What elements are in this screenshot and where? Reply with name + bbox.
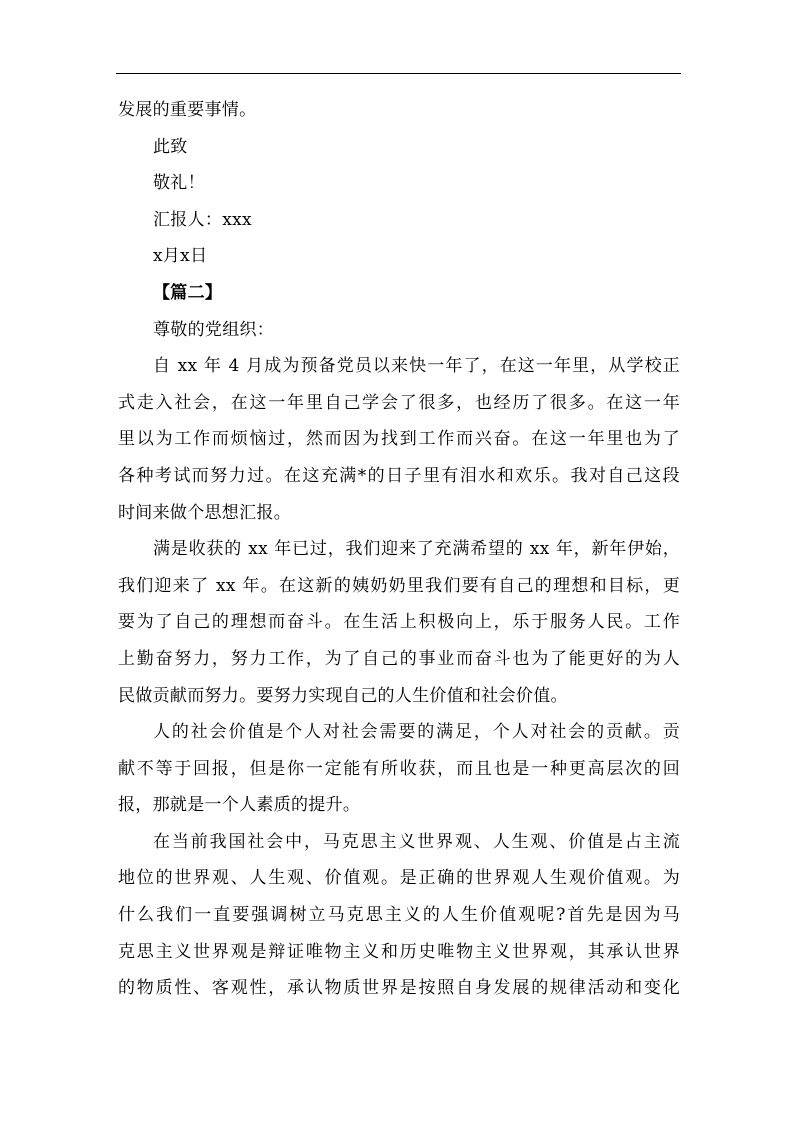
text-line: 汇报人：xxx [153, 209, 252, 230]
text-line: 里以为工作而烦恼过，然而因为找到工作而兴奋。在这一年里也为了 [118, 429, 680, 450]
text-line: 时间来做个思想汇报。 [118, 502, 291, 523]
text-line: x月x日 [153, 246, 208, 267]
text-line: 地位的世界观、人生观、价值观。是正确的世界观人生观价值观。为 [118, 868, 680, 889]
text-line: 【篇二】 [153, 282, 223, 303]
text-line: 此致 [153, 136, 188, 157]
text-line: 敬礼！ [153, 173, 205, 194]
text-line: 报，那就是一个人素质的提升。 [118, 795, 361, 816]
text-line: 民做贡献而努力。要努力实现自己的人生价值和社会价值。 [118, 685, 568, 706]
document-body [118, 92, 680, 1007]
text-line: 满是收获的 xx 年已过，我们迎来了充满希望的 xx 年，新年伊始， [153, 539, 680, 560]
text-line: 尊敬的党组织： [153, 319, 275, 340]
text-line: 自 xx 年 4 月成为预备党员以来快一年了，在这一年里，从学校正 [153, 356, 680, 377]
text-line: 式走入社会，在这一年里自己学会了很多，也经历了很多。在这一年 [118, 392, 680, 413]
text-line: 各种考试而努力过。在这充满*的日子里有泪水和欢乐。我对自己这段 [118, 465, 680, 486]
text-line: 人的社会价值是个人对社会需要的满足，个人对社会的贡献。贡 [153, 722, 680, 743]
text-line: 发展的重要事情。 [118, 100, 257, 120]
text-line: 在当前我国社会中，马克思主义世界观、人生观、价值是占主流 [153, 831, 680, 852]
header-rule [116, 73, 681, 74]
text-line: 献不等于回报，但是你一定能有所收获，而且也是一种更高层次的回 [118, 758, 680, 779]
text-line: 要为了自己的理想而奋斗。在生活上积极向上，乐于服务人民。工作 [118, 612, 680, 633]
text-line: 克思主义世界观是辩证唯物主义和历史唯物主义世界观，其承认世界 [118, 941, 680, 962]
text-line: 的物质性、客观性，承认物质世界是按照自身发展的规律活动和变化 [118, 978, 680, 999]
text-line: 我们迎来了 xx 年。在这新的姨奶奶里我们要有自己的理想和目标，更 [118, 575, 680, 596]
text-line: 什么我们一直要强调树立马克思主义的人生价值观呢?首先是因为马 [118, 905, 680, 926]
text-line: 上勤奋努力，努力工作，为了自己的事业而奋斗也为了能更好的为人 [118, 648, 680, 669]
